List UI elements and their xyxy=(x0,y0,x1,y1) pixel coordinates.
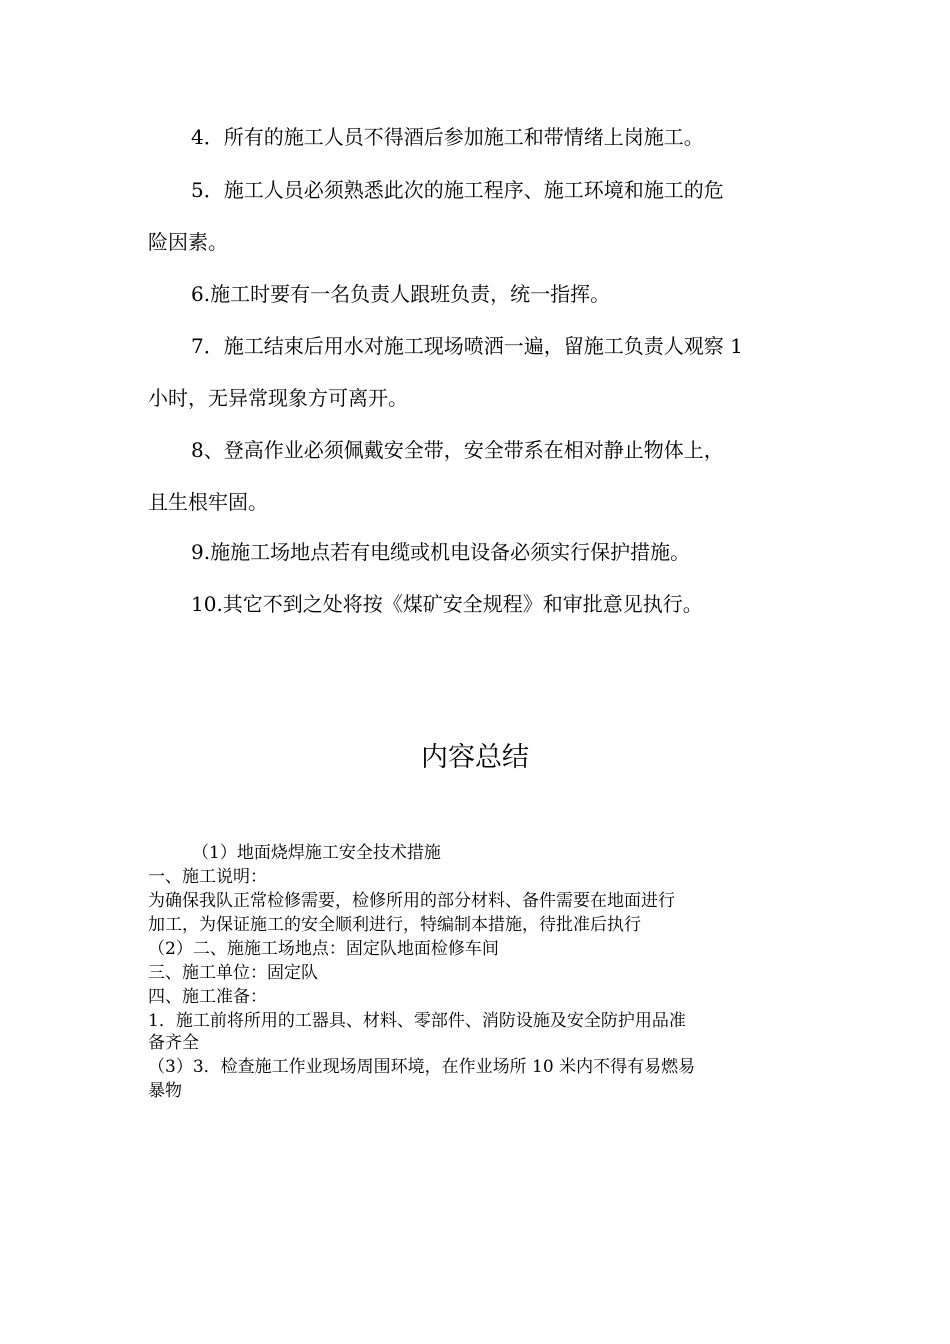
list-item-9: 9.施施工场地点若有电缆或机电设备必须实行保护措施。 xyxy=(191,540,691,564)
summary-line: （2）二、施施工场地点：固定队地面检修车间 xyxy=(148,939,499,959)
list-item-8-continuation: 且生根牢固。 xyxy=(148,490,268,514)
summary-line: 1．施工前将所用的工器具、材料、零部件、消防设施及安全防护用品准 xyxy=(148,1011,686,1031)
list-item-8: 8、登高作业必须佩戴安全带，安全带系在相对静止物体上， xyxy=(191,438,724,462)
summary-line: 加工，为保证施工的安全顺利进行，特编制本措施，待批准后执行 xyxy=(148,915,641,935)
summary-heading: 内容总结 xyxy=(421,742,529,773)
summary-line: 暴物 xyxy=(148,1081,182,1101)
list-item-7: 7．施工结束后用水对施工现场喷洒一遍，留施工负责人观察 1 xyxy=(191,334,743,358)
summary-line: 备齐全 xyxy=(148,1033,199,1053)
list-item-6: 6.施工时要有一名负责人跟班负责，统一指挥。 xyxy=(191,282,611,306)
summary-line: 三、施工单位：固定队 xyxy=(148,963,318,983)
summary-line: （1）地面烧焊施工安全技术措施 xyxy=(192,843,441,863)
list-item-4: 4．所有的施工人员不得酒后参加施工和带情绪上岗施工。 xyxy=(191,125,704,149)
summary-line: 一、施工说明： xyxy=(148,867,267,887)
summary-line: 为确保我队正常检修需要，检修所用的部分材料、备件需要在地面进行 xyxy=(148,891,675,911)
list-item-5-continuation: 险因素。 xyxy=(148,230,228,254)
list-item-10: 10.其它不到之处将按《煤矿安全规程》和审批意见执行。 xyxy=(191,592,703,616)
summary-line: 四、施工准备： xyxy=(148,987,267,1007)
list-item-7-continuation: 小时，无异常现象方可离开。 xyxy=(148,386,408,410)
list-item-5: 5．施工人员必须熟悉此次的施工程序、施工环境和施工的危 xyxy=(191,178,724,202)
summary-line: （3）3．检查施工作业现场周围环境，在作业场所 10 米内不得有易燃易 xyxy=(148,1057,696,1077)
